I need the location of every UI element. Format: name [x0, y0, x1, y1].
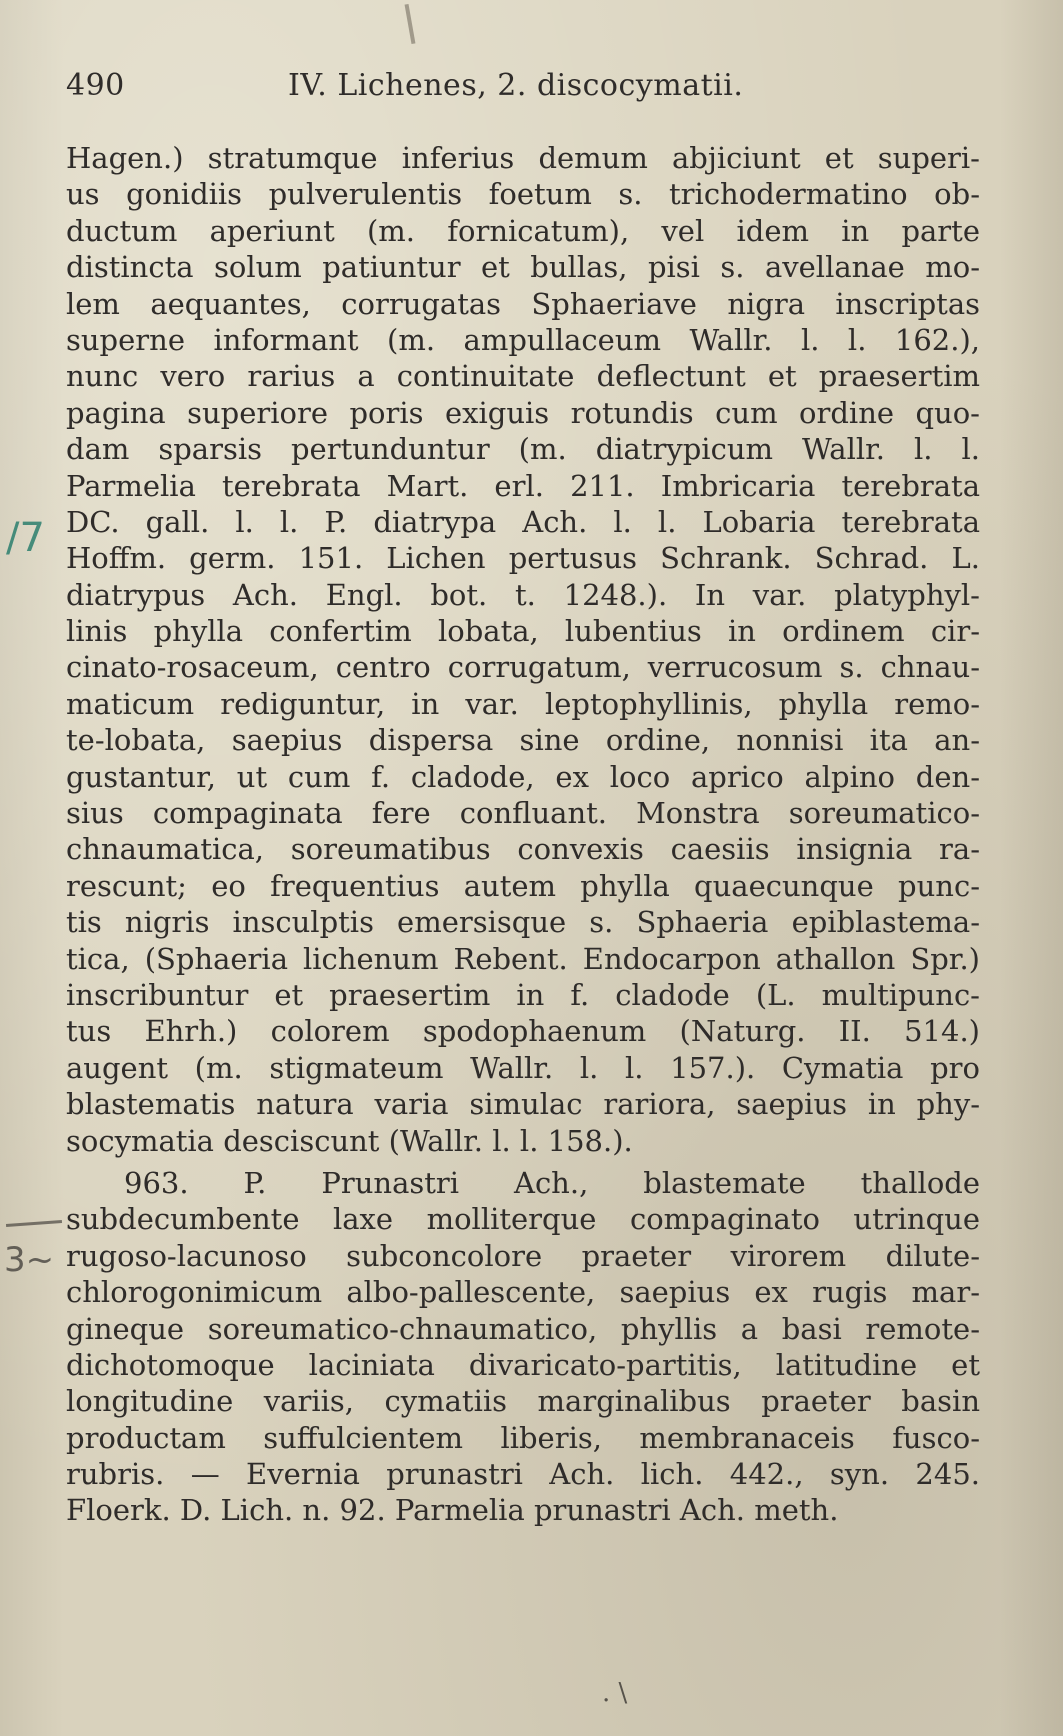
- text-line: gustantur, ut cum f. cladode, ex loco aprico alpino den-: [66, 759, 980, 794]
- text-line: Hoffm. germ. 151. Lichen pertusus Schrank. Schrad. L.: [66, 541, 980, 576]
- text-line: superne informant (m. ampullaceum Wallr. l. l. 162.),: [66, 322, 980, 357]
- text-line: dichotomoque laciniata divaricato-partitis, latitudine et: [66, 1347, 980, 1382]
- section-title: IV. Lichenes, 2. discocymatii.: [288, 68, 744, 103]
- text-line: tis nigris insculptis emersisque s. Sphaeria epiblastema-: [66, 905, 980, 940]
- text-line: te-lobata, saepius dispersa sine ordine, nonnisi ita an-: [66, 723, 980, 758]
- text-line: blastematis natura varia simulac rariora, saepius in phy-: [66, 1087, 980, 1122]
- text-line: nunc vero rarius a continuitate deflectunt et praesertim: [66, 359, 980, 394]
- text-line: rugoso-lacunoso subconcolore praeter virorem dilute-: [66, 1238, 980, 1273]
- text-line: subdecumbente laxe molliterque compaginato utrinque: [66, 1202, 980, 1237]
- text-line: us gonidiis pulverulentis foetum s. trichodermatino ob-: [66, 177, 980, 212]
- text-line: Floerk. D. Lich. n. 92. Parmelia prunastri Ach. meth.: [66, 1493, 839, 1528]
- text-line: Hagen.) stratumque inferius demum abjiciunt et superi-: [66, 141, 980, 175]
- text-line: tus Ehrh.) colorem spodophaenum (Naturg. II. 514.): [66, 1014, 980, 1049]
- text-line: dam sparsis pertunduntur (m. diatrypicum Wallr. l. l.: [66, 432, 980, 467]
- text-line: inscribuntur et praesertim in f. cladode (L. multipunc-: [66, 977, 980, 1012]
- text-line: DC. gall. l. l. P. diatrypa Ach. l. l. Lobaria terebrata: [66, 504, 980, 539]
- text-line: cinato-rosaceum, centro corrugatum, verrucosum s. chnau-: [66, 650, 980, 685]
- text-line: distincta solum patiuntur et bullas, pisi s. avellanae mo-: [66, 250, 980, 285]
- text-line: longitudine variis, cymatiis marginalibus praeter basin: [66, 1384, 980, 1419]
- text-line: rescunt; eo frequentius autem phylla quaecunque punc-: [66, 868, 980, 903]
- margin-annotation-3: 3~: [4, 1240, 55, 1280]
- text-line: maticum rediguntur, in var. leptophyllinis, phylla remo-: [66, 686, 980, 721]
- text-line: linis phylla confertim lobata, lubentius in ordinem cir-: [66, 614, 980, 649]
- text-line: lem aequantes, corrugatas Sphaeriave nigra inscriptas: [66, 286, 980, 321]
- text-line: gineque soreumatico-chnaumatico, phyllis a basi remote-: [66, 1311, 980, 1346]
- text-line: chnaumatica, soreumatibus convexis caesiis insignia ra-: [66, 832, 980, 867]
- text-line: productam suffulcientem liberis, membranaceis fusco-: [66, 1420, 980, 1455]
- bottom-ink-mark: . \: [602, 1678, 628, 1708]
- text-line: rubris. — Evernia prunastri Ach. lich. 442., syn. 245.: [66, 1457, 980, 1492]
- text-line: ductum aperiunt (m. fornicatum), vel idem in parte: [66, 213, 980, 248]
- text-line: augent (m. stigmateum Wallr. l. l. 157.). Cymatia pro: [66, 1050, 980, 1085]
- margin-annotation-17: /7: [6, 515, 45, 561]
- text-line: socymatia desciscunt (Wallr. l. l. 158.).: [66, 1123, 633, 1158]
- text-line: tica, (Sphaeria lichenum Rebent. Endocarpon athallon Spr.): [66, 941, 980, 976]
- text-line: sius compaginata fere confluant. Monstra soreumatico-: [66, 796, 980, 831]
- text-line: Parmelia terebrata Mart. erl. 211. Imbricaria terebrata: [66, 468, 980, 503]
- page-fold-mark: [405, 4, 416, 44]
- pencil-dash-mark: [6, 1220, 62, 1227]
- body-text: [66, 140, 980, 1529]
- text-line: pagina superiore poris exiguis rotundis cum ordine quo-: [66, 395, 980, 430]
- page-number: 490: [66, 68, 125, 103]
- running-head: [66, 68, 966, 108]
- text-line: chlorogonimicum albo-pallescente, saepius ex rugis mar-: [66, 1275, 980, 1310]
- text-line: diatrypus Ach. Engl. bot. t. 1248.). In var. platyphyl-: [66, 577, 980, 612]
- entry-heading-line: 963. P. Prunastri Ach., blastemate thallode: [124, 1165, 980, 1200]
